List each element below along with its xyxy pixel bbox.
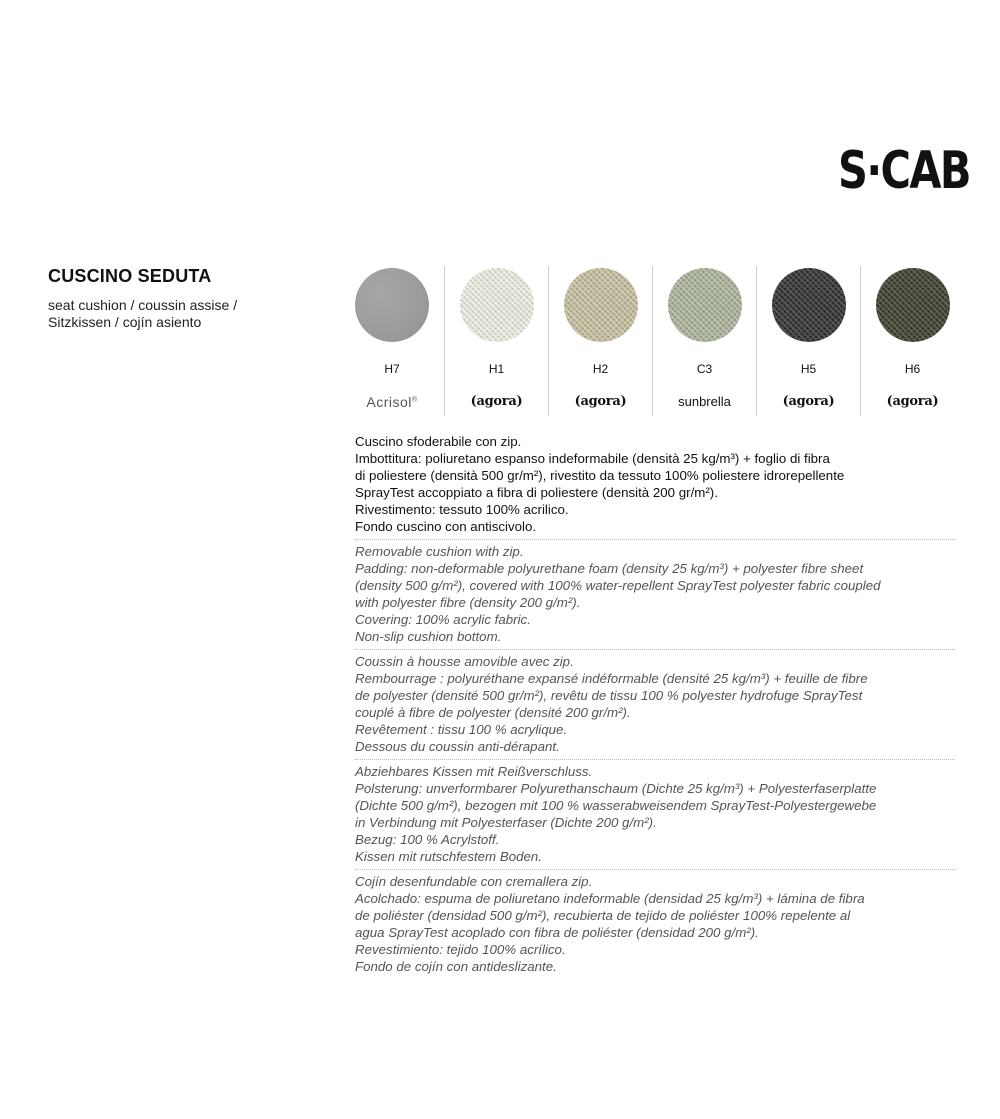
description-line: de poliéster (densidad 500 g/m²), recubierta de tejido de poliéster 100% repelente al — [355, 908, 851, 923]
description-line: Abziehbares Kissen mit Reißverschluss. — [355, 764, 593, 779]
swatch-c3 — [652, 266, 756, 416]
swatch-code: C3 — [696, 362, 713, 376]
dotted-divider — [355, 539, 955, 540]
fabric-swatch-circle — [668, 268, 742, 342]
description-line: Fondo de cojín con antideslizante. — [355, 959, 557, 974]
description-line: Dessous du coussin anti-dérapant. — [355, 739, 560, 754]
swatch-h2 — [548, 266, 652, 416]
description-line: Padding: non-deformable polyurethane foam (density 25 kg/m³) + polyester fibre sheet — [355, 561, 864, 576]
description-line: (density 500 g/m²), covered with 100% water-repellent SprayTest polyester fabric coupled — [355, 578, 881, 593]
brand-acrisol-logo: Acrisol® — [366, 394, 418, 410]
brand-agora-logo: (agora) — [782, 394, 835, 409]
fabric-swatch-circle — [460, 268, 534, 342]
description-line: Kissen mit rutschfestem Boden. — [355, 849, 542, 864]
description-line: Cuscino sfoderabile con zip. — [355, 434, 522, 449]
description-line: agua SprayTest acoplado con fibra de poliéster (densidad 200 g/m²). — [355, 925, 759, 940]
dotted-divider — [355, 759, 955, 760]
description-line: Cojín desenfundable con cremallera zip. — [355, 874, 593, 889]
brand-logo — [838, 140, 970, 201]
swatch-h7 — [340, 266, 444, 416]
description-line: Rembourrage : polyuréthane expansé indéformable (densité 25 kg/m³) + feuille de fibre — [355, 671, 868, 686]
description-line: Covering: 100% acrylic fabric. — [355, 612, 531, 627]
brand-agora-logo: (agora) — [574, 394, 627, 409]
description-english — [355, 543, 965, 645]
description-line: with polyester fibre (density 200 g/m²). — [355, 595, 581, 610]
description-line: Rivestimento: tessuto 100% acrilico. — [355, 502, 569, 517]
swatch-h1 — [444, 266, 548, 416]
fabric-swatch-circle — [355, 268, 429, 342]
description-french — [355, 653, 965, 755]
description-line: de polyester (densité 500 gr/m²), revêtu de tissu 100 % polyester hydrofuge SprayTest — [355, 688, 863, 703]
swatch-code: H5 — [800, 362, 817, 376]
section-title: CUSCINO SEDUTA — [48, 266, 212, 286]
description-line: (Dichte 500 g/m²), bezogen mit 100 % wasserabweisendem SprayTest-Polyestergewebe — [355, 798, 877, 813]
description-line: di poliestere (densità 500 gr/m²), rivestito da tessuto 100% poliestere idrorepellente — [355, 468, 845, 483]
description-italian — [355, 433, 965, 535]
description-line: Non-slip cushion bottom. — [355, 629, 502, 644]
swatch-code: H1 — [488, 362, 505, 376]
description-german — [355, 763, 965, 865]
fabric-swatch-circle — [772, 268, 846, 342]
description-line: Bezug: 100 % Acrylstoff. — [355, 832, 500, 847]
description-line: Coussin à housse amovible avec zip. — [355, 654, 574, 669]
section-subtitle — [48, 297, 288, 331]
fabric-swatches — [340, 266, 965, 416]
description-spanish — [355, 873, 965, 975]
brand-sunbrella-logo: sunbrella — [678, 394, 731, 409]
brand-agora-logo: (agora) — [470, 394, 523, 409]
description-line: Fondo cuscino con antiscivolo. — [355, 519, 537, 534]
swatch-code: H6 — [904, 362, 921, 376]
description-line: couplé à fibre de polyester (densité 200 gr/m²). — [355, 705, 631, 720]
dotted-divider — [355, 869, 955, 870]
description-line: SprayTest accoppiato a fibra di poliestere (densità 200 gr/m²). — [355, 485, 718, 500]
description-line: Polsterung: unverformbarer Polyurethanschaum (Dichte 25 kg/m³) + Polyesterfaserplatte — [355, 781, 877, 796]
description-line: Revestimiento: tejido 100% acrílico. — [355, 942, 566, 957]
description-line: Acolchado: espuma de poliuretano indeformable (densidad 25 kg/m³) + lámina de fibra — [355, 891, 865, 906]
fabric-swatch-circle — [564, 268, 638, 342]
swatch-h5 — [756, 266, 860, 416]
fabric-swatch-circle — [876, 268, 950, 342]
description-line: Removable cushion with zip. — [355, 544, 524, 559]
description-line: in Verbindung mit Polyesterfaser (Dichte 200 g/m²). — [355, 815, 657, 830]
swatch-code: H2 — [592, 362, 609, 376]
logo-text: S·CAB — [838, 141, 970, 201]
swatch-h6 — [860, 266, 964, 416]
dotted-divider — [355, 649, 955, 650]
swatch-code: H7 — [384, 362, 400, 376]
subtitle-line: seat cushion / coussin assise / — [48, 297, 238, 313]
description-line: Revêtement : tissu 100 % acrylique. — [355, 722, 568, 737]
brand-agora-logo: (agora) — [886, 394, 939, 409]
brand-name: Acrisol — [366, 394, 412, 410]
subtitle-line: Sitzkissen / cojín asiento — [48, 314, 202, 330]
description-line: Imbottitura: poliuretano espanso indeformabile (densità 25 kg/m³) + foglio di fibra — [355, 451, 830, 466]
